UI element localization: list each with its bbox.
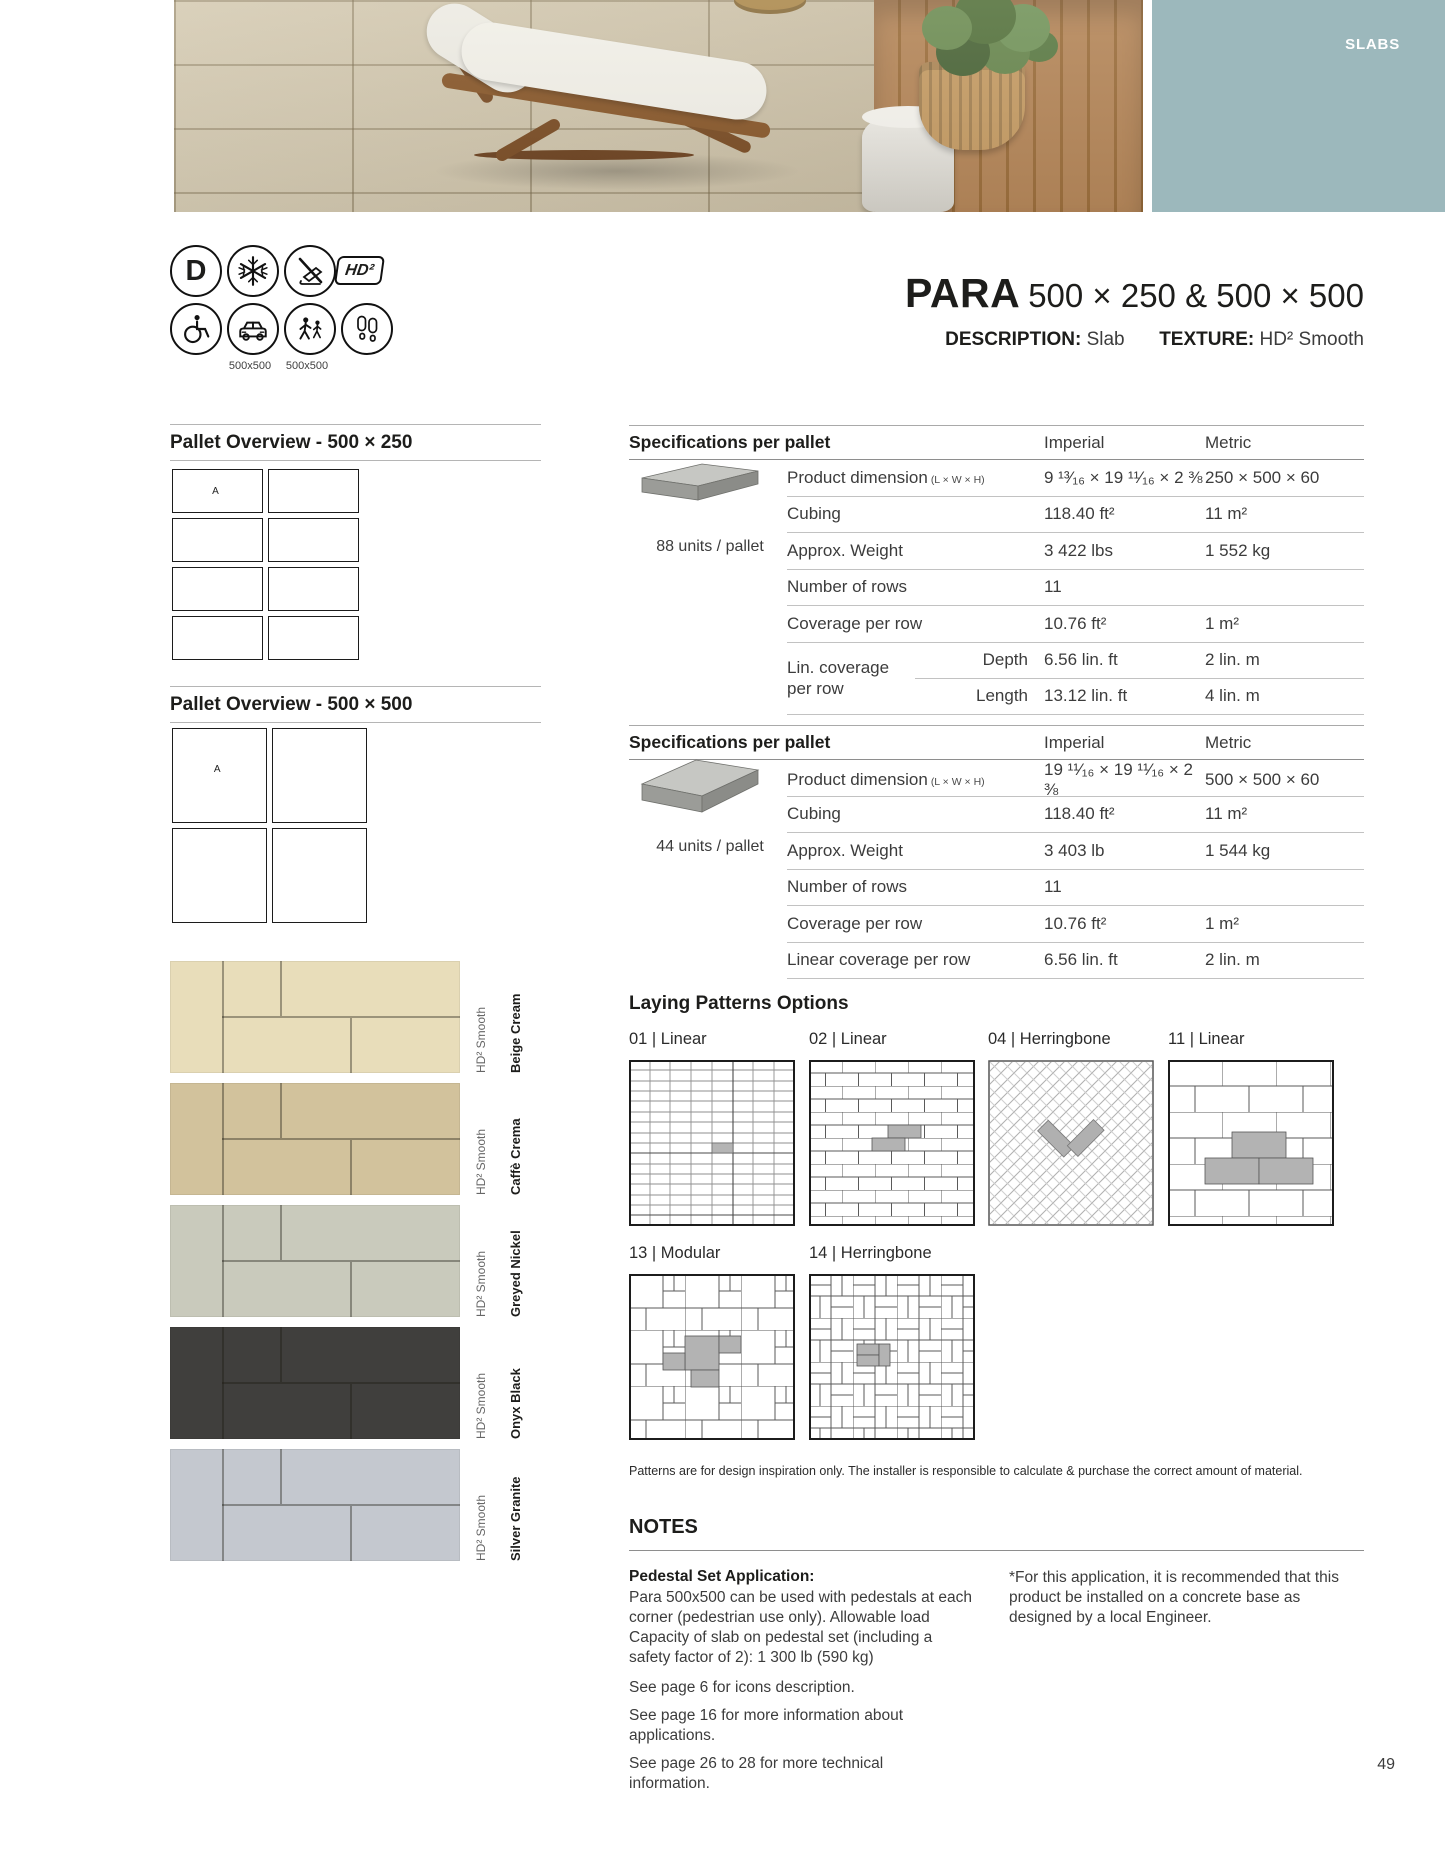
hero-photo [174,0,1143,212]
table-subrow [787,678,1364,714]
row-label: Coverage per row [787,613,923,633]
table-row [787,797,1364,834]
section-color-block [1152,0,1445,212]
description-value: Slab [1086,329,1125,350]
imperial-value: 13.12 lin. ft [1044,685,1128,705]
footprints-icon [341,303,393,355]
pattern-label: 04 | Herringbone [988,1030,1111,1048]
texture-value: HD² Smooth [1259,329,1364,350]
table-row [787,497,1364,534]
metric-value: 500 × 500 × 60 [1205,770,1320,789]
sub-label: Depth [982,650,1028,670]
see-note: See page 26 to 28 for more technical information. [629,1755,884,1793]
side-table-top [862,106,954,128]
finish-texture-label: HD² Smooth [474,1128,488,1195]
imperial-value: 9 ¹³⁄₁₆ × 19 ¹¹⁄₁₆ × 2 ⅜ [1044,467,1203,487]
spec-table-header [629,425,1364,460]
row-label: Coverage per row [787,913,923,933]
row-label: Lin. coverage per row [787,657,890,698]
finish-texture-label: HD² Smooth [474,1372,488,1439]
finish-texture-label: HD² Smooth [474,1006,488,1073]
finish-name-label: Beige Cream [508,993,523,1073]
table-row [787,833,1364,870]
pallet-overview-heading-500x500: Pallet Overview - 500 × 500 [170,686,541,723]
units-per-pallet: 44 units / pallet [656,838,764,855]
product-description [905,329,1364,351]
pattern-diagram-13-modular [629,1274,795,1440]
table-row [787,906,1364,943]
pattern-diagram-01-linear [629,1060,795,1226]
pedestal-application-heading: Pedestal Set Application: [629,1568,815,1585]
lounger-cushion [457,18,770,123]
row-label: Linear coverage per row [787,950,971,970]
pattern-label: 11 | Linear [1168,1030,1245,1048]
metric-column-header: Metric [1205,732,1252,752]
lounger-frame [433,23,496,105]
imperial-value: 3 422 lbs [1044,540,1113,560]
finish-texture-label: HD² Smooth [474,1250,488,1317]
pallet-diagram-500x250 [172,469,552,669]
imperial-column-header: Imperial [1044,732,1105,752]
metric-value: 250 × 500 × 60 [1205,467,1320,487]
spec-table-title: Specifications per pallet [629,732,831,752]
wheelchair-icon [170,303,222,355]
size-label: 500x500 [285,360,329,372]
texture-label: TEXTURE: [1159,329,1255,350]
pattern-diagram-04-herringbone [988,1060,1154,1226]
pattern-diagram-14-herringbone [809,1274,975,1440]
laying-patterns-heading: Laying Patterns Options [629,993,849,1014]
page-number: 49 [1377,1756,1395,1773]
woven-tray [734,0,806,14]
pattern-label: 14 | Herringbone [809,1244,932,1262]
vehicular-traffic-icon [227,303,279,355]
lounger-shadow [432,152,802,190]
metric-value: 2 lin. m [1205,650,1260,670]
slab-rendering-500x250 [640,462,760,508]
plant-basket [919,62,1025,150]
pattern-label: 01 | Linear [629,1030,707,1048]
finish-swatch-beige-cream [170,961,460,1073]
row-label: Number of rows [787,877,907,897]
row-label: Product dimension (L × W × H) [787,770,985,789]
lounger-cushion [416,0,546,103]
hd2-texture-badge: HD² [334,256,385,285]
finish-name-label: Caffè Crema [508,1118,523,1195]
see-note: See page 16 for more information about applications. [629,1707,904,1745]
row-label: Product dimension (L × W × H) [787,467,985,487]
metric-value: 4 lin. m [1205,685,1260,705]
metric-value: 1 m² [1205,613,1239,633]
product-header [905,270,1364,351]
metric-value: 2 lin. m [1205,950,1260,970]
units-per-pallet: 88 units / pallet [656,538,764,555]
table-subrow [787,643,1364,679]
class-d-icon: D [170,245,222,297]
pattern-diagram-02-linear [809,1060,975,1226]
imperial-value: 6.56 lin. ft [1044,650,1118,670]
lounger-base [474,150,694,160]
notes-heading: NOTES [629,1516,698,1538]
spec-table-title: Specifications per pallet [629,432,831,452]
imperial-value: 10.76 ft² [1044,613,1107,633]
metric-value: 11 m² [1205,504,1248,524]
pallet-cell-label: A [212,485,219,497]
concrete-base-note: *For this application, it is recommended that this product be installed on a concrete base as designed by a local Engineer. [1009,1569,1339,1627]
pedestrian-traffic-icon [284,303,336,355]
pallet-diagram-500x500 [172,728,552,928]
finish-name-label: Greyed Nickel [508,1230,523,1317]
finish-name-label: Silver Granite [508,1476,523,1561]
imperial-value: 118.40 ft² [1044,504,1115,524]
page-title [905,270,1364,317]
row-label: Approx. Weight [787,840,903,860]
table-row [787,460,1364,497]
size-label: 500x500 [228,360,272,372]
lounger-leg [673,109,752,155]
lounger-frame [441,72,771,139]
imperial-value: 19 ¹¹⁄₁₆ × 19 ¹¹⁄₁₆ × 2 ⅜ [1044,760,1193,799]
section-label: SLABS [1345,36,1400,53]
table-row [787,943,1364,980]
finish-swatch-onyx-black [170,1327,460,1439]
finish-swatch-silver-granite [170,1449,460,1561]
table-row [787,606,1364,643]
spec-table-header [629,725,1364,760]
table-row [787,870,1364,907]
metric-value: 1 552 kg [1205,540,1271,560]
finish-texture-label: HD² Smooth [474,1494,488,1561]
notes-divider [629,1550,1364,1551]
metric-value: 11 m² [1205,804,1248,824]
imperial-value: 10.76 ft² [1044,913,1107,933]
pallet-overview-heading-500x250: Pallet Overview - 500 × 250 [170,424,541,461]
slab-rendering-500x500 [640,758,760,816]
imperial-value: 3 403 lb [1044,840,1105,860]
imperial-value: 6.56 lin. ft [1044,950,1118,970]
imperial-value: 118.40 ft² [1044,804,1115,824]
finish-name-label: Onyx Black [508,1368,523,1439]
side-table [862,112,954,212]
plant [922,6,972,50]
imperial-column-header: Imperial [1044,432,1105,452]
table-row [787,533,1364,570]
wood-deck [874,0,1143,212]
description-label: DESCRIPTION: [945,329,1082,350]
patterns-disclaimer: Patterns are for design inspiration only. The installer is responsible to calculate & purchase the correct amount of material. [629,1464,1303,1478]
table-row [787,760,1364,797]
pattern-label: 13 | Modular [629,1244,721,1262]
metric-column-header: Metric [1205,432,1252,452]
row-label: Cubing [787,804,841,824]
finish-swatch-caffe-crema [170,1083,460,1195]
finish-swatch-greyed-nickel [170,1205,460,1317]
row-label: Number of rows [787,577,907,597]
see-note: See page 6 for icons description. [629,1679,855,1696]
lounger-leg [494,117,562,163]
product-sizes: 500 × 250 & 500 × 500 [1028,277,1364,314]
pattern-label: 02 | Linear [809,1030,887,1048]
snowflake-icon [227,245,279,297]
sub-label: Length [976,685,1028,705]
metric-value: 1 m² [1205,913,1239,933]
table-row-group-lin-coverage [787,643,1364,715]
imperial-value: 11 [1044,577,1062,597]
metric-value: 1 544 kg [1205,840,1271,860]
row-label: Approx. Weight [787,540,903,560]
product-name: PARA [905,270,1021,316]
pattern-diagram-11-linear [1168,1060,1334,1226]
row-label: Cubing [787,504,841,524]
pedestal-application-body: Para 500x500 can be used with pedestals at each corner (pedestrian use only). Allowable load Capacity of slab on pedestal set (including a safety factor of 2): 1 300 lb (590 kg) [629,1589,972,1667]
table-row [787,570,1364,607]
pallet-cell-label: A [213,764,221,776]
imperial-value: 11 [1044,877,1062,897]
no-sliding-icon [284,245,336,297]
